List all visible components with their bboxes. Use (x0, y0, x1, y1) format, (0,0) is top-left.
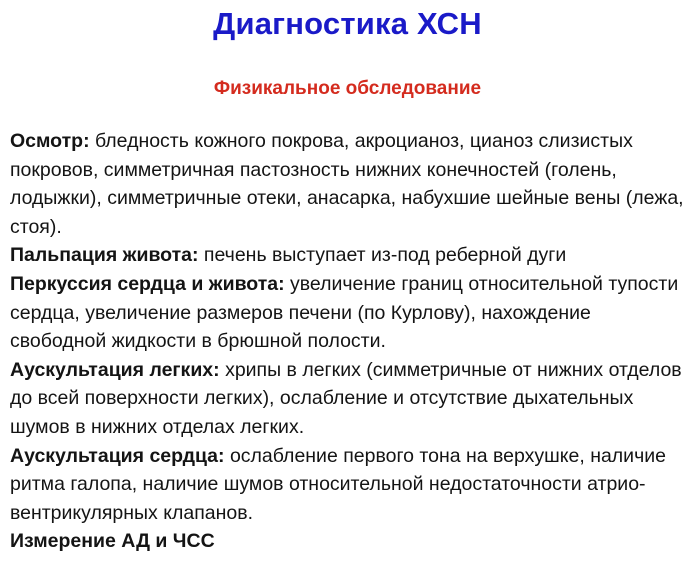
section-text: увеличение границ относительной тупости сердца, увеличение размеров печени (по Курлову), нахождение свободной жидкости в брюшной полости. (10, 272, 679, 353)
section-label: Пальпация живота: (10, 244, 199, 267)
section-bp-hr-measurement (10, 527, 692, 556)
slide-subtitle: Физикальное обследование (213, 78, 482, 99)
section-text: бледность кожного покрова, акроцианоз, цианоз слизистых покровов, симметричная пастозность нижних конечностей (голень, лодыжки), симметричные отеки, анасарка, набухшие шейные вены (лежа, стоя). (10, 130, 684, 238)
section-label: Аускультация сердца: (10, 444, 225, 467)
section-percussion (10, 270, 692, 356)
slide-body (10, 127, 692, 556)
section-abdominal-palpation (10, 241, 692, 270)
section-lung-auscultation (10, 356, 692, 442)
slide-title: Диагностика ХСН (213, 6, 482, 41)
section-inspection (10, 127, 692, 241)
section-heart-auscultation (10, 442, 692, 528)
section-text: хрипы в легких (симметричные от нижних отделов до всей поверхности легких), ослабление и отсутствие дыхательных шумов в нижних отделах легких. (10, 358, 682, 438)
section-label: Измерение АД и ЧСС (10, 530, 215, 553)
section-text: ослабление первого тона на верхушке, наличие ритма галопа, наличие шумов относительной недостаточности атрио-вентрикулярных клапанов. (10, 444, 666, 524)
section-label: Аускультация легких: (10, 358, 220, 381)
section-label: Осмотр: (10, 130, 90, 152)
section-label: Перкуссия сердца и живота: (10, 272, 285, 295)
section-text: печень выступает из-под реберной дуги (198, 244, 567, 267)
